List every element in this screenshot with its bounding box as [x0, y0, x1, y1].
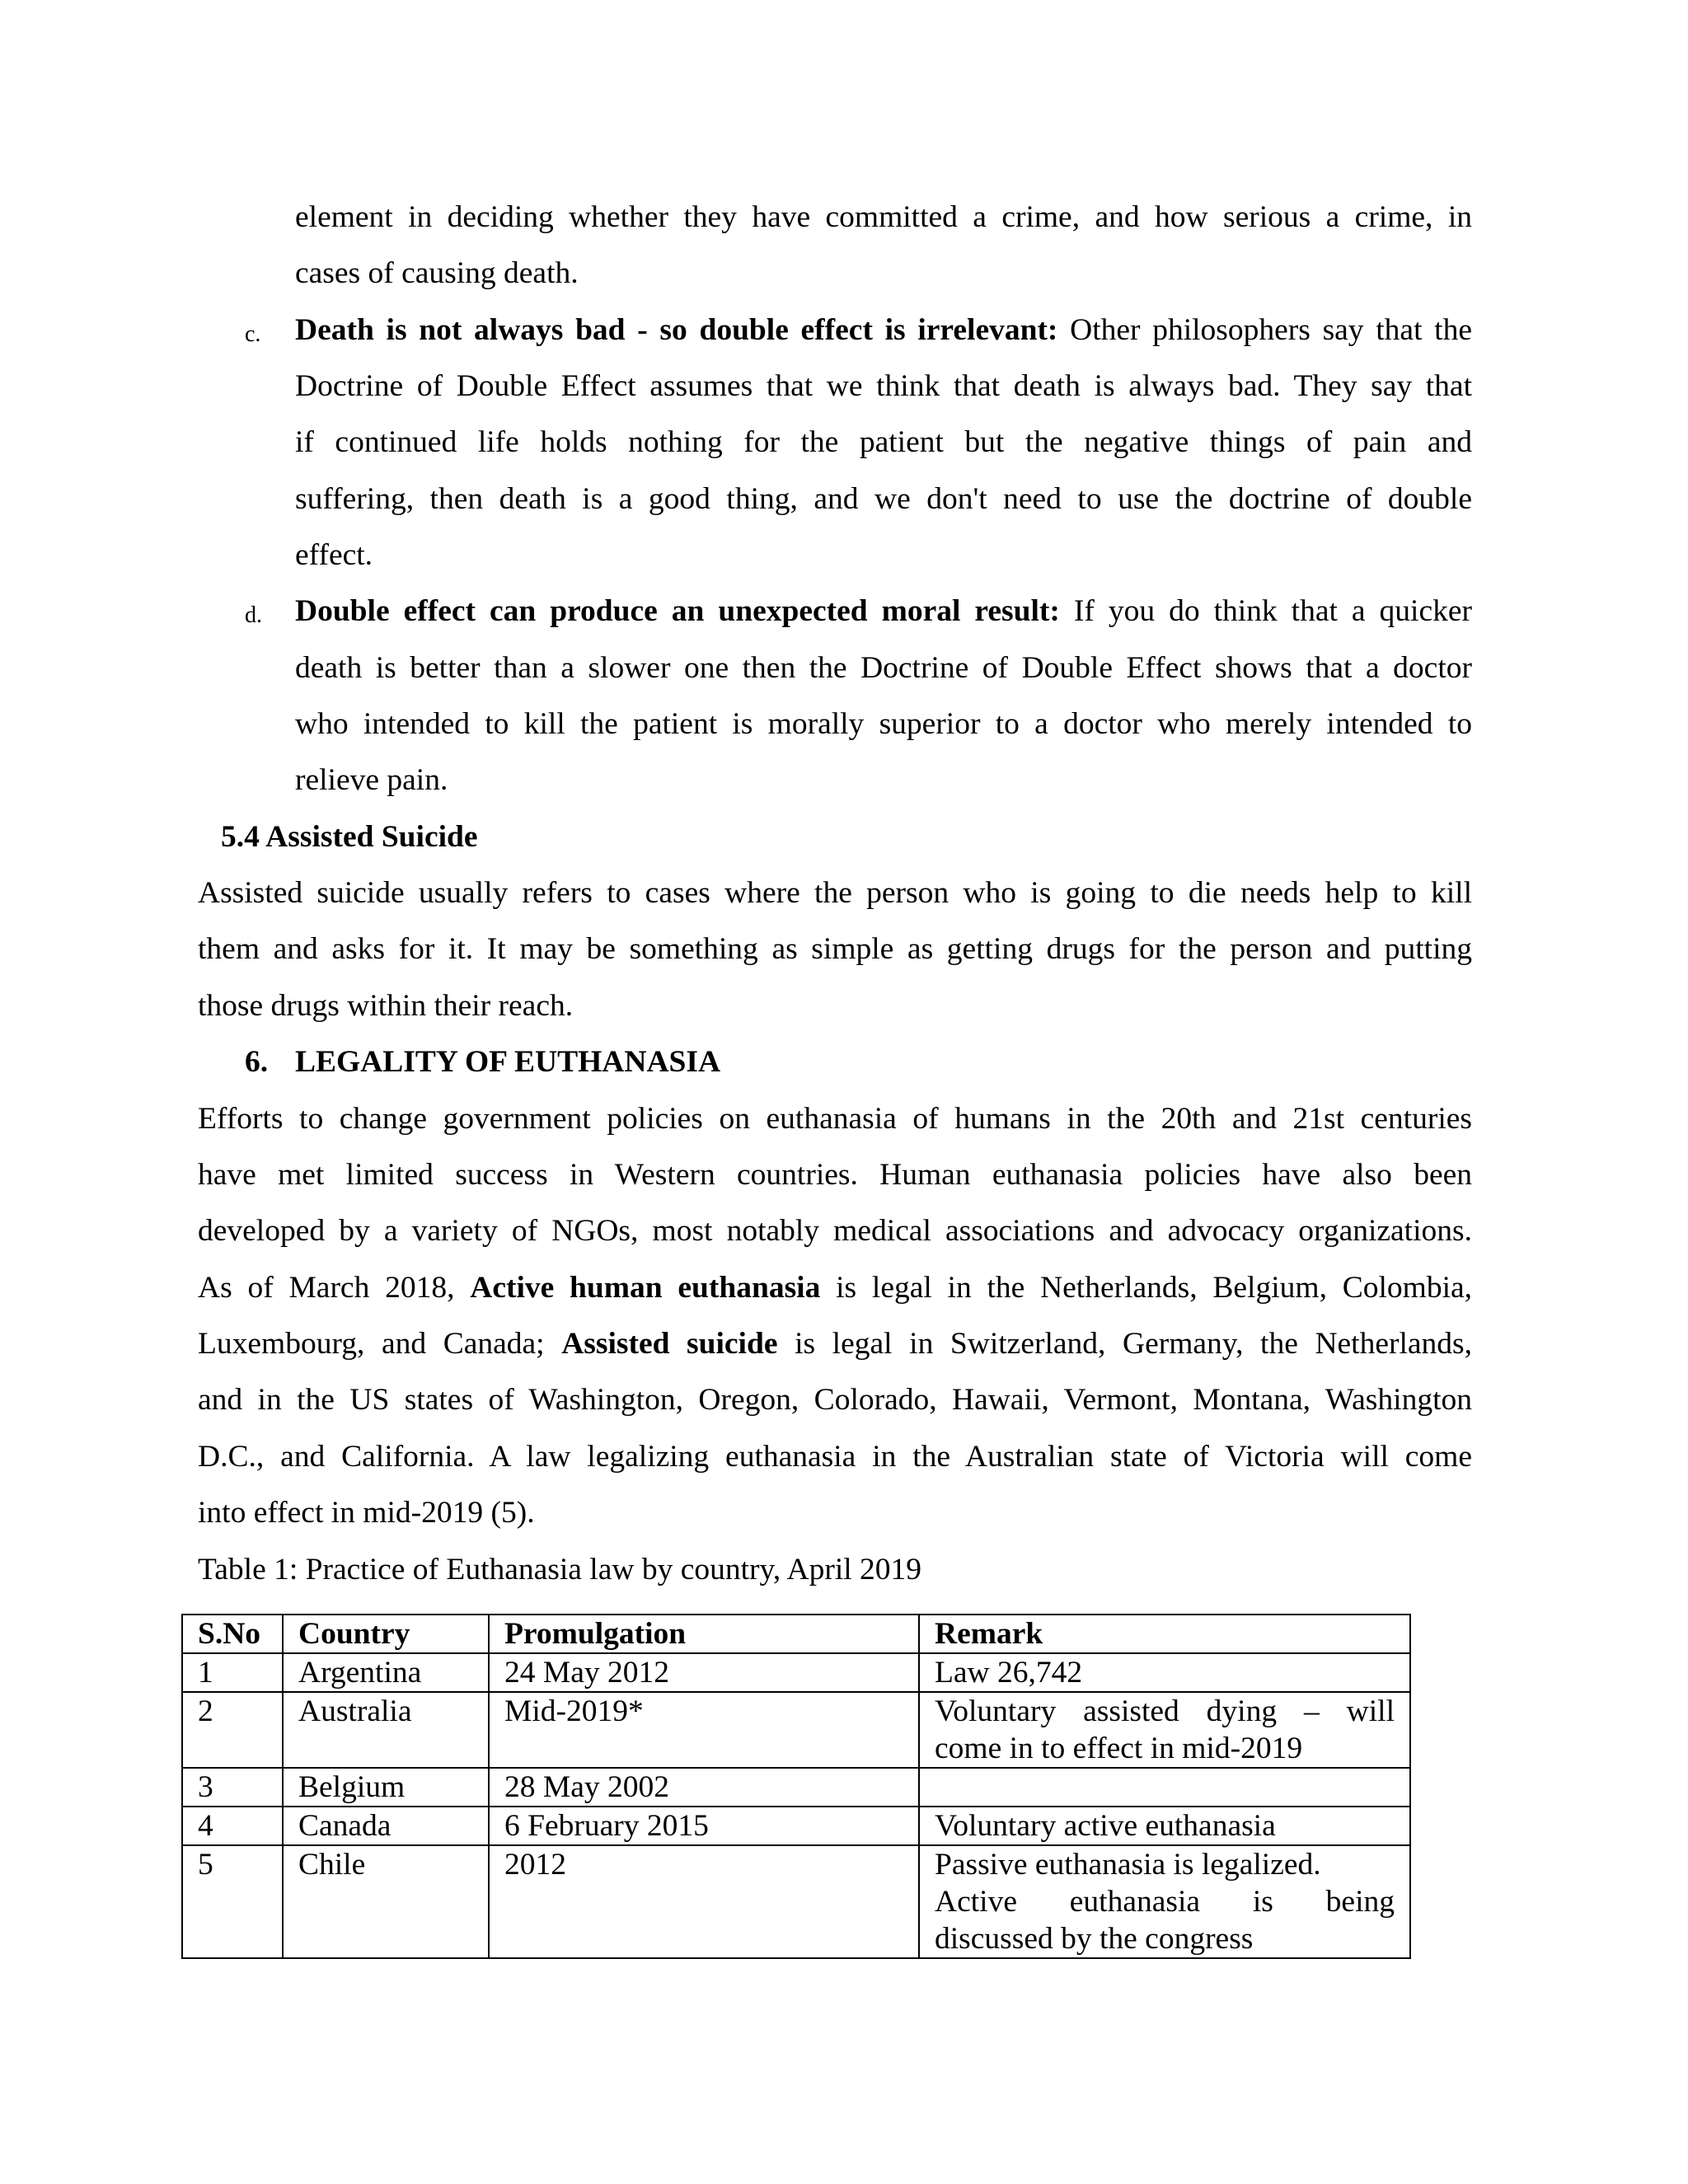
cell-remark [919, 1807, 1410, 1845]
header-promulgation: Promulgation [489, 1615, 919, 1653]
cell-promulgation: 24 May 2012 [489, 1653, 919, 1692]
item-c-line-5: effect. [295, 538, 373, 572]
cell-remark [919, 1768, 1410, 1807]
cell-promulgation: 6 February 2015 [489, 1807, 919, 1845]
cell-country: Belgium [283, 1768, 489, 1807]
cell-remark [919, 1653, 1410, 1692]
item-d-marker: d. [245, 602, 262, 628]
header-sno: S.No [182, 1615, 283, 1653]
table-row [182, 1768, 1410, 1807]
remark-line: Voluntary active euthanasia [935, 1809, 1276, 1843]
section-6-line-4 [198, 1272, 1472, 1304]
section-6-line-6: and in the US states of Washington, Oregon, Colorado, Hawaii, Vermont, Montana, Washington [198, 1383, 1472, 1417]
item-d-line-1-text: If you do think that a quicker [1073, 594, 1472, 628]
section-6-line-4-b: is legal in the Netherlands, Belgium, Colombia, [836, 1271, 1473, 1305]
section-6-line-5-b: is legal in Switzerland, Germany, the Netherlands, [795, 1327, 1472, 1361]
remark-line: Voluntary assisted dying – will [935, 1694, 1395, 1728]
item-c-line-2: Doctrine of Double Effect assumes that we think that death is always bad. They say that [295, 369, 1472, 403]
table-caption: Table 1: Practice of Euthanasia law by country, April 2019 [198, 1553, 922, 1586]
item-d-line-2: death is better than a slower one then the Doctrine of Double Effect shows that a doctor [295, 651, 1472, 685]
cell-sno: 4 [182, 1807, 283, 1845]
remark-line: Passive euthanasia is legalized. [935, 1848, 1321, 1882]
item-b-line-2: cases of causing death. [295, 256, 579, 290]
remark-line: discussed by the congress [935, 1922, 1254, 1956]
cell-sno: 3 [182, 1768, 283, 1807]
euthanasia-law-table [181, 1614, 1411, 1959]
table-header-row [182, 1615, 1410, 1653]
section-6-line-1: Efforts to change government policies on euthanasia of humans in the 20th and 21st centuries [198, 1102, 1472, 1136]
cell-sno: 5 [182, 1845, 283, 1958]
item-c-heading: Death is not always bad - so double effect is irrelevant: [295, 313, 1058, 347]
cell-promulgation: 28 May 2002 [489, 1768, 919, 1807]
cell-remark [919, 1845, 1410, 1958]
cell-sno: 1 [182, 1653, 283, 1692]
section-6-line-3: developed by a variety of NGOs, most notably medical associations and advocacy organizations. [198, 1214, 1472, 1248]
cell-country: Canada [283, 1807, 489, 1845]
cell-country: Chile [283, 1845, 489, 1958]
table-row [182, 1807, 1410, 1845]
item-c-line-4: suffering, then death is a good thing, and we don't need to use the doctrine of double [295, 482, 1472, 516]
section-6-line-5-a: Luxembourg, and Canada; [198, 1327, 545, 1361]
item-d-line-4: relieve pain. [295, 763, 448, 797]
assisted-suicide-term: Assisted suicide [561, 1327, 778, 1361]
header-country: Country [283, 1615, 489, 1653]
section-6-number: 6. [245, 1045, 269, 1079]
item-d-line-3: who intended to kill the patient is morally superior to a doctor who merely intended to [295, 707, 1472, 741]
cell-country: Australia [283, 1692, 489, 1768]
item-c-marker: c. [245, 321, 261, 347]
remark-line: come in to effect in mid-2019 [935, 1732, 1303, 1765]
remark-line: Active euthanasia is being [935, 1885, 1395, 1919]
cell-country: Argentina [283, 1653, 489, 1692]
cell-promulgation: 2012 [489, 1845, 919, 1958]
section-5-4-line-1: Assisted suicide usually refers to cases where the person who is going to die needs help to kill [198, 876, 1472, 910]
item-b-line-1: element in deciding whether they have committed a crime, and how serious a crime, in [295, 200, 1472, 234]
section-5-4-line-2: them and asks for it. It may be something as simple as getting drugs for the person and putting [198, 932, 1472, 966]
section-6-line-2: have met limited success in Western countries. Human euthanasia policies have also been [198, 1158, 1472, 1192]
section-6-line-8: into effect in mid-2019 (5). [198, 1496, 535, 1530]
cell-sno: 2 [182, 1692, 283, 1768]
item-d-heading: Double effect can produce an unexpected moral result: [295, 594, 1060, 628]
cell-remark [919, 1692, 1410, 1768]
remark-line [935, 1769, 1395, 1806]
cell-promulgation: Mid-2019* [489, 1692, 919, 1768]
section-6-line-7: D.C., and California. A law legalizing euthanasia in the Australian state of Victoria will come [198, 1440, 1472, 1474]
remark-line: Law 26,742 [935, 1656, 1083, 1690]
item-c-line-3: if continued life holds nothing for the patient but the negative things of pain and [295, 425, 1472, 459]
table-row [182, 1692, 1410, 1768]
table-row [182, 1653, 1410, 1692]
item-c-line-1-text: Other philosophers say that the [1070, 313, 1472, 347]
section-5-4-line-3: those drugs within their reach. [198, 989, 574, 1023]
active-euthanasia-term: Active human euthanasia [470, 1271, 821, 1305]
section-6-heading: LEGALITY OF EUTHANASIA [295, 1045, 721, 1079]
section-6-line-5 [198, 1329, 1472, 1360]
item-c-line-1 [295, 315, 1472, 346]
item-d-line-1 [295, 596, 1472, 627]
table-row [182, 1845, 1410, 1958]
section-5-4-heading: 5.4 Assisted Suicide [221, 820, 478, 854]
header-remark: Remark [919, 1615, 1410, 1653]
section-6-line-4-a: As of March 2018, [198, 1271, 455, 1305]
